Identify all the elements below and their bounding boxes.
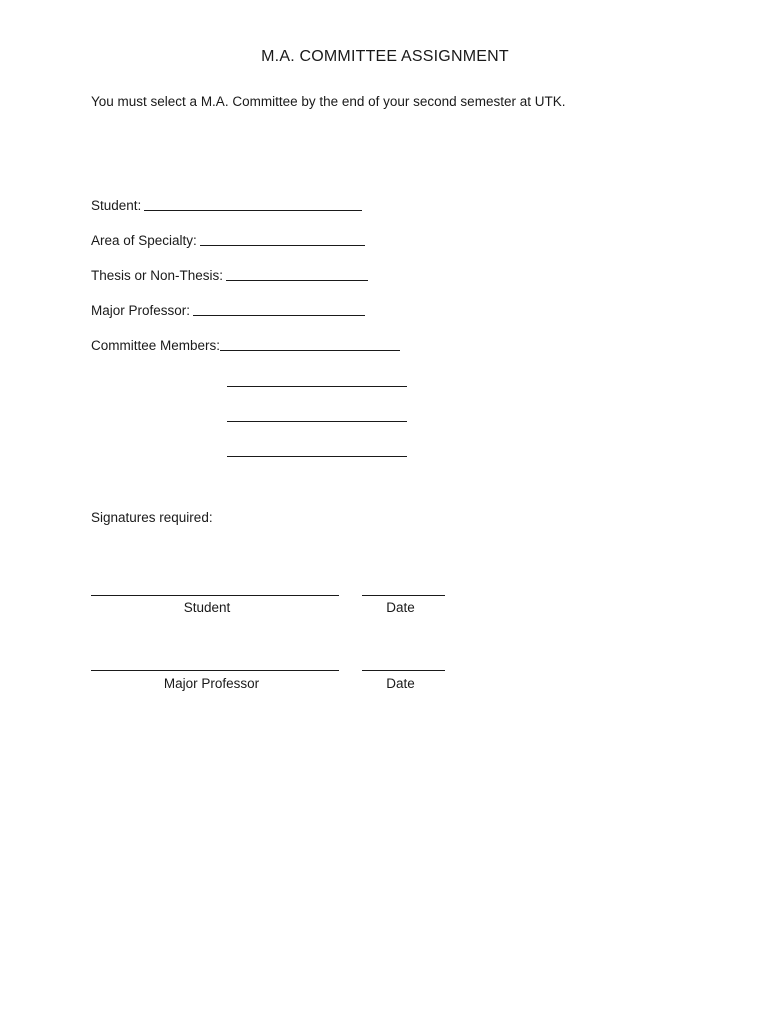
- major-professor-field-row: [91, 303, 365, 318]
- student-date-label: Date: [386, 600, 415, 615]
- committee-member-3-blank-line[interactable]: [227, 421, 407, 422]
- major-professor-label: Major Professor:: [91, 303, 191, 318]
- thesis-label: Thesis or Non-Thesis:: [91, 268, 224, 283]
- thesis-field-row: [91, 268, 368, 283]
- student-signature-line[interactable]: [91, 595, 339, 596]
- thesis-blank-line[interactable]: [226, 279, 368, 281]
- professor-signature-line[interactable]: [91, 670, 339, 671]
- form-instruction: You must select a M.A. Committee by the end of your second semester at UTK.: [91, 94, 566, 109]
- area-of-specialty-blank-line[interactable]: [200, 244, 365, 246]
- area-of-specialty-field-row: [91, 233, 365, 248]
- student-signature-label: Student: [183, 600, 231, 615]
- professor-date-line[interactable]: [362, 670, 445, 671]
- student-field-row: [91, 198, 362, 213]
- committee-member-4-blank-line[interactable]: [227, 456, 407, 457]
- committee-member-1-blank-line[interactable]: [220, 349, 400, 351]
- committee-members-field-row: [91, 338, 400, 353]
- student-blank-line[interactable]: [144, 209, 362, 211]
- signatures-heading: Signatures required:: [91, 510, 213, 525]
- area-of-specialty-label: Area of Specialty:: [91, 233, 197, 248]
- committee-members-label: Committee Members:: [91, 338, 221, 353]
- professor-date-label: Date: [386, 676, 415, 691]
- student-date-line[interactable]: [362, 595, 445, 596]
- form-title: M.A. COMMITTEE ASSIGNMENT: [261, 48, 509, 65]
- committee-member-2-blank-line[interactable]: [227, 386, 407, 387]
- professor-signature-label: Major Professor: [163, 676, 260, 691]
- major-professor-blank-line[interactable]: [193, 314, 365, 316]
- student-label: Student:: [91, 198, 142, 213]
